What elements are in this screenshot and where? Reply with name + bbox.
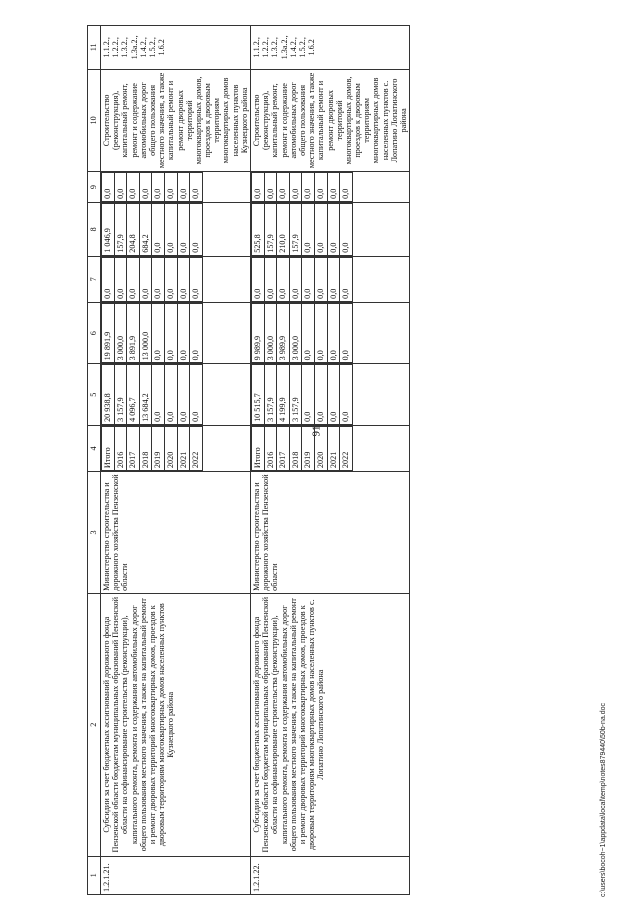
local-budget-cell-value: 684,2 xyxy=(139,203,152,255)
list-item xyxy=(340,426,353,470)
row-executor: Министерство строительства и дорожного хозяйства Пензенской области xyxy=(101,472,251,594)
regional-budget-cell-value: 3 000,0 xyxy=(114,303,127,363)
list-item xyxy=(102,203,115,255)
regional-budget-cell-value: 0,0 xyxy=(152,303,165,363)
total-cell-value: 3 157,9 xyxy=(289,365,302,425)
list-item xyxy=(127,365,140,425)
year-cell-value: 2019 xyxy=(152,426,165,470)
local-budget-cell-value: 0,0 xyxy=(302,203,315,255)
list-item xyxy=(252,173,265,202)
list-item xyxy=(340,303,353,363)
list-item xyxy=(152,426,165,470)
total-cell-list xyxy=(101,364,203,425)
list-item xyxy=(289,365,302,425)
other-sources-cell-value: 0,0 xyxy=(252,173,265,202)
local-budget-cell-value: 157,9 xyxy=(289,203,302,255)
list-item xyxy=(127,257,140,301)
total-cell-value: 4 096,7 xyxy=(127,365,140,425)
col-header-5: 5 xyxy=(88,364,101,426)
total-cell-value: 0,0 xyxy=(152,365,165,425)
local-budget-cell-value: 157,9 xyxy=(264,203,277,255)
list-item xyxy=(139,203,152,255)
list-item xyxy=(177,426,190,470)
list-item xyxy=(152,257,165,301)
federal-budget-cell-value: 0,0 xyxy=(190,257,203,301)
list-item xyxy=(289,303,302,363)
list-item xyxy=(177,203,190,255)
regional-budget-cell-value: 0,0 xyxy=(177,303,190,363)
year-cell-value: 2017 xyxy=(277,426,290,470)
list-item xyxy=(264,365,277,425)
year-cell-list xyxy=(251,426,353,471)
total-cell-value: 13 684,2 xyxy=(139,365,152,425)
rotated-table-container xyxy=(87,15,640,895)
list-item xyxy=(277,303,290,363)
regional-budget-cell xyxy=(101,302,251,364)
list-item xyxy=(177,365,190,425)
list-item xyxy=(114,303,127,363)
list-item xyxy=(302,303,315,363)
list-item xyxy=(327,257,340,301)
list-item xyxy=(139,365,152,425)
list-item xyxy=(177,303,190,363)
list-item xyxy=(127,203,140,255)
list-item xyxy=(102,173,115,202)
list-item xyxy=(340,203,353,255)
federal-budget-cell-value: 0,0 xyxy=(302,257,315,301)
list-item xyxy=(152,203,165,255)
federal-budget-cell-value: 0,0 xyxy=(314,257,327,301)
list-item xyxy=(102,257,115,301)
file-path-text: c:\users\bocoh~1\appdata\local\temp\notes879440\50b-na.doc xyxy=(600,702,607,897)
federal-budget-cell xyxy=(251,256,410,302)
total-cell xyxy=(101,364,251,426)
total-cell-value: 0,0 xyxy=(327,365,340,425)
list-item xyxy=(139,173,152,202)
list-item xyxy=(264,426,277,470)
total-cell-value: 4 199,9 xyxy=(277,365,290,425)
col-header-7: 7 xyxy=(88,256,101,302)
list-item xyxy=(314,365,327,425)
regional-budget-cell-value: 3 989,9 xyxy=(277,303,290,363)
list-item xyxy=(114,203,127,255)
federal-budget-cell-value: 0,0 xyxy=(139,257,152,301)
col-header-11: 11 xyxy=(88,26,101,70)
list-item xyxy=(139,426,152,470)
page-number: 91 xyxy=(310,425,323,437)
list-item xyxy=(289,173,302,202)
local-budget-cell-value: 0,0 xyxy=(314,203,327,255)
year-cell xyxy=(101,425,251,471)
other-sources-cell-list xyxy=(101,172,203,202)
list-item xyxy=(114,365,127,425)
regional-budget-cell-value: 0,0 xyxy=(314,303,327,363)
col-header-1: 1 xyxy=(88,856,101,894)
total-cell-value: 0,0 xyxy=(314,365,327,425)
list-item xyxy=(340,365,353,425)
list-item xyxy=(164,303,177,363)
regional-budget-cell-value: 13 000,0 xyxy=(139,303,152,363)
list-item xyxy=(277,203,290,255)
federal-budget-cell-value: 0,0 xyxy=(340,257,353,301)
list-item xyxy=(314,173,327,202)
list-item xyxy=(177,173,190,202)
col-header-4: 4 xyxy=(88,425,101,471)
list-item xyxy=(190,426,203,470)
total-cell-value: 0,0 xyxy=(190,365,203,425)
list-item xyxy=(139,257,152,301)
list-item xyxy=(314,426,327,470)
local-budget-cell-list xyxy=(251,203,353,256)
list-item xyxy=(277,173,290,202)
list-item xyxy=(164,203,177,255)
list-item xyxy=(127,426,140,470)
list-item xyxy=(102,303,115,363)
other-sources-cell-value: 0,0 xyxy=(314,173,327,202)
row-description: Субсидии за счет бюджетных ассигнований дорожного фонда Пензенской области бюджетам муниципальных образований Пензенской области на софинансирование строительства (реконструкции), капитального ремонта, ремонта и содержания автомобильных дорог общего пользования местного значения, а также на капитальный ремонт и ремонт дворовых территорий многоквартирных домов, проездов к дворовым территориям многоквартирных домов населенных пунктов с. Лопатино Лопатинского района xyxy=(251,593,410,856)
list-item xyxy=(164,257,177,301)
list-item xyxy=(327,426,340,470)
year-cell-value: 2019 xyxy=(302,426,315,470)
col-header-6: 6 xyxy=(88,302,101,364)
list-item xyxy=(264,303,277,363)
federal-budget-cell-value: 0,0 xyxy=(127,257,140,301)
col-header-10: 10 xyxy=(88,69,101,172)
list-item xyxy=(264,173,277,202)
other-sources-cell-value: 0,0 xyxy=(264,173,277,202)
regional-budget-cell-value: 0,0 xyxy=(340,303,353,363)
list-item xyxy=(190,365,203,425)
list-item xyxy=(340,173,353,202)
list-item xyxy=(277,426,290,470)
list-item xyxy=(252,365,265,425)
list-item xyxy=(289,203,302,255)
federal-budget-cell-list xyxy=(101,257,203,302)
list-item xyxy=(164,426,177,470)
list-item xyxy=(152,365,165,425)
other-sources-cell-value: 0,0 xyxy=(177,173,190,202)
row-id: 1.2.1.22. xyxy=(251,856,410,894)
list-item xyxy=(327,365,340,425)
local-budget-cell-value: 0,0 xyxy=(340,203,353,255)
list-item xyxy=(114,257,127,301)
year-cell-value: 2018 xyxy=(139,426,152,470)
list-item xyxy=(252,257,265,301)
row-description: Субсидии за счет бюджетных ассигнований дорожного фонда Пензенской области бюджетам муниципальных образований Пензенской области на софинансирование строительства (реконструкции), капитального ремонта, ремонта и содержания автомобильных дорог общего пользования местного значения, а также на капитальный ремонт и ремонт дворовых территорий многоквартирных домов, проездов к дворовым территориям многоквартирных домов населенных пунктов Кузнецкого района xyxy=(101,593,251,856)
list-item xyxy=(302,426,315,470)
other-sources-cell-value: 0,0 xyxy=(139,173,152,202)
list-item xyxy=(327,303,340,363)
regional-budget-cell xyxy=(251,302,410,364)
other-sources-cell-value: 0,0 xyxy=(327,173,340,202)
list-item xyxy=(277,257,290,301)
total-cell-value: 3 157,9 xyxy=(114,365,127,425)
col-header-8: 8 xyxy=(88,202,101,256)
other-sources-cell-value: 0,0 xyxy=(102,173,115,202)
col-header-9: 9 xyxy=(88,172,101,203)
regional-budget-cell-value: 3 000,0 xyxy=(289,303,302,363)
list-item xyxy=(152,303,165,363)
local-budget-cell xyxy=(101,202,251,256)
list-item xyxy=(289,426,302,470)
regional-budget-cell-value: 0,0 xyxy=(164,303,177,363)
total-cell-value: 0,0 xyxy=(340,365,353,425)
local-budget-cell-value: 210,0 xyxy=(277,203,290,255)
other-sources-cell-list xyxy=(251,172,353,202)
local-budget-cell-value: 0,0 xyxy=(327,203,340,255)
other-sources-cell-value: 0,0 xyxy=(164,173,177,202)
year-cell-value: 2020 xyxy=(164,426,177,470)
list-item xyxy=(314,257,327,301)
row-result: Строительство (реконструкция), капитальный ремонт, ремонт и содержание автомобильных дорог общего пользования местного значения, а также капитальный ремонт и ремонт дворовых территорий многоквартирных домов, проездов к дворовым территориям многоквартирных домов населенных пунктов с. Лопатино Лопатинского района xyxy=(251,69,410,172)
list-item xyxy=(152,173,165,202)
local-budget-cell-value: 204,8 xyxy=(127,203,140,255)
total-cell-value: 0,0 xyxy=(164,365,177,425)
federal-budget-cell-list xyxy=(251,257,353,302)
list-item xyxy=(114,426,127,470)
list-item xyxy=(164,173,177,202)
regional-budget-cell-value: 3 000,0 xyxy=(264,303,277,363)
year-cell-value: 2018 xyxy=(289,426,302,470)
program-table xyxy=(87,25,410,895)
other-sources-cell-value: 0,0 xyxy=(190,173,203,202)
regional-budget-cell-value: 3 891,9 xyxy=(127,303,140,363)
year-cell-value: 2017 xyxy=(127,426,140,470)
federal-budget-cell-value: 0,0 xyxy=(327,257,340,301)
list-item xyxy=(139,303,152,363)
federal-budget-cell-value: 0,0 xyxy=(152,257,165,301)
local-budget-cell-value: 0,0 xyxy=(190,203,203,255)
total-cell xyxy=(251,364,410,426)
row-executor: Министерство строительства и дорожного хозяйства Пензенской области xyxy=(251,472,410,594)
federal-budget-cell xyxy=(101,256,251,302)
list-item xyxy=(190,173,203,202)
other-sources-cell-value: 0,0 xyxy=(127,173,140,202)
header-row xyxy=(88,26,101,895)
list-item xyxy=(302,257,315,301)
year-cell-value: 2021 xyxy=(177,426,190,470)
federal-budget-cell-value: 0,0 xyxy=(164,257,177,301)
year-cell-value: Итого xyxy=(102,426,115,470)
federal-budget-cell-value: 0,0 xyxy=(177,257,190,301)
row-result: Строительство (реконструкция), капитальный ремонт, ремонт и содержание автомобильных дорог общего пользования местного значения, а также капитальный ремонт и ремонт дворовых территорий многоквартирных домов, проездов к дворовым территориям многоквартирных домов населенных пунктов Кузнецкого района xyxy=(101,69,251,172)
other-sources-cell-value: 0,0 xyxy=(152,173,165,202)
list-item xyxy=(264,257,277,301)
local-budget-cell-value: 0,0 xyxy=(164,203,177,255)
list-item xyxy=(190,203,203,255)
regional-budget-cell-value: 19 891,9 xyxy=(102,303,115,363)
table-row xyxy=(251,26,410,895)
regional-budget-cell-value: 0,0 xyxy=(302,303,315,363)
year-cell xyxy=(251,425,410,471)
total-cell-value: 0,0 xyxy=(177,365,190,425)
federal-budget-cell-value: 0,0 xyxy=(264,257,277,301)
year-cell-value: 2020 xyxy=(314,426,327,470)
year-cell-list xyxy=(101,426,203,471)
federal-budget-cell-value: 0,0 xyxy=(102,257,115,301)
list-item xyxy=(190,303,203,363)
row-indicators: 1.1.2., 1.2.2., 1.3.2., 1.3а.2., 1.4.2., 1.5.2., 1.6.2 xyxy=(251,26,410,70)
total-cell-value: 3 157,9 xyxy=(264,365,277,425)
year-cell-value: 2016 xyxy=(264,426,277,470)
local-budget-cell-value: 0,0 xyxy=(177,203,190,255)
list-item xyxy=(289,257,302,301)
list-item xyxy=(314,203,327,255)
list-item xyxy=(252,426,265,470)
col-header-2: 2 xyxy=(88,593,101,856)
year-cell-value: 2022 xyxy=(340,426,353,470)
year-cell-value: 2022 xyxy=(190,426,203,470)
federal-budget-cell-value: 0,0 xyxy=(252,257,265,301)
list-item xyxy=(252,303,265,363)
local-budget-cell-value: 525,8 xyxy=(252,203,265,255)
list-item xyxy=(190,257,203,301)
local-budget-cell-value: 157,9 xyxy=(114,203,127,255)
total-cell-value: 10 515,7 xyxy=(252,365,265,425)
total-cell-value: 0,0 xyxy=(302,365,315,425)
local-budget-cell-value: 1 046,9 xyxy=(102,203,115,255)
list-item xyxy=(127,303,140,363)
federal-budget-cell-value: 0,0 xyxy=(114,257,127,301)
year-cell-value: 2021 xyxy=(327,426,340,470)
total-cell-value: 20 938,8 xyxy=(102,365,115,425)
list-item xyxy=(277,365,290,425)
other-sources-cell xyxy=(101,172,251,203)
row-id: 1.2.1.21. xyxy=(101,856,251,894)
list-item xyxy=(302,173,315,202)
other-sources-cell-value: 0,0 xyxy=(302,173,315,202)
local-budget-cell xyxy=(251,202,410,256)
row-indicators: 1.1.2., 1.2.2., 1.3.2., 1.3а.2., 1.4.2., 1.5.2., 1.6.2 xyxy=(101,26,251,70)
list-item xyxy=(102,426,115,470)
list-item xyxy=(340,257,353,301)
regional-budget-cell-list xyxy=(251,303,353,364)
col-header-3: 3 xyxy=(88,472,101,594)
total-cell-list xyxy=(251,364,353,425)
year-cell-value: 2016 xyxy=(114,426,127,470)
regional-budget-cell-value: 0,0 xyxy=(327,303,340,363)
other-sources-cell-value: 0,0 xyxy=(289,173,302,202)
list-item xyxy=(302,365,315,425)
year-cell-value: Итого xyxy=(252,426,265,470)
regional-budget-cell-value: 0,0 xyxy=(190,303,203,363)
local-budget-cell-list xyxy=(101,203,203,256)
other-sources-cell-value: 0,0 xyxy=(277,173,290,202)
list-item xyxy=(264,203,277,255)
list-item xyxy=(127,173,140,202)
federal-budget-cell-value: 0,0 xyxy=(289,257,302,301)
list-item xyxy=(164,365,177,425)
list-item xyxy=(102,365,115,425)
other-sources-cell xyxy=(251,172,410,203)
list-item xyxy=(327,203,340,255)
other-sources-cell-value: 0,0 xyxy=(114,173,127,202)
list-item xyxy=(314,303,327,363)
federal-budget-cell-value: 0,0 xyxy=(277,257,290,301)
table-row xyxy=(101,26,251,895)
regional-budget-cell-value: 9 989,9 xyxy=(252,303,265,363)
regional-budget-cell-list xyxy=(101,303,203,364)
list-item xyxy=(327,173,340,202)
other-sources-cell-value: 0,0 xyxy=(340,173,353,202)
list-item xyxy=(114,173,127,202)
list-item xyxy=(302,203,315,255)
local-budget-cell-value: 0,0 xyxy=(152,203,165,255)
list-item xyxy=(252,203,265,255)
list-item xyxy=(177,257,190,301)
